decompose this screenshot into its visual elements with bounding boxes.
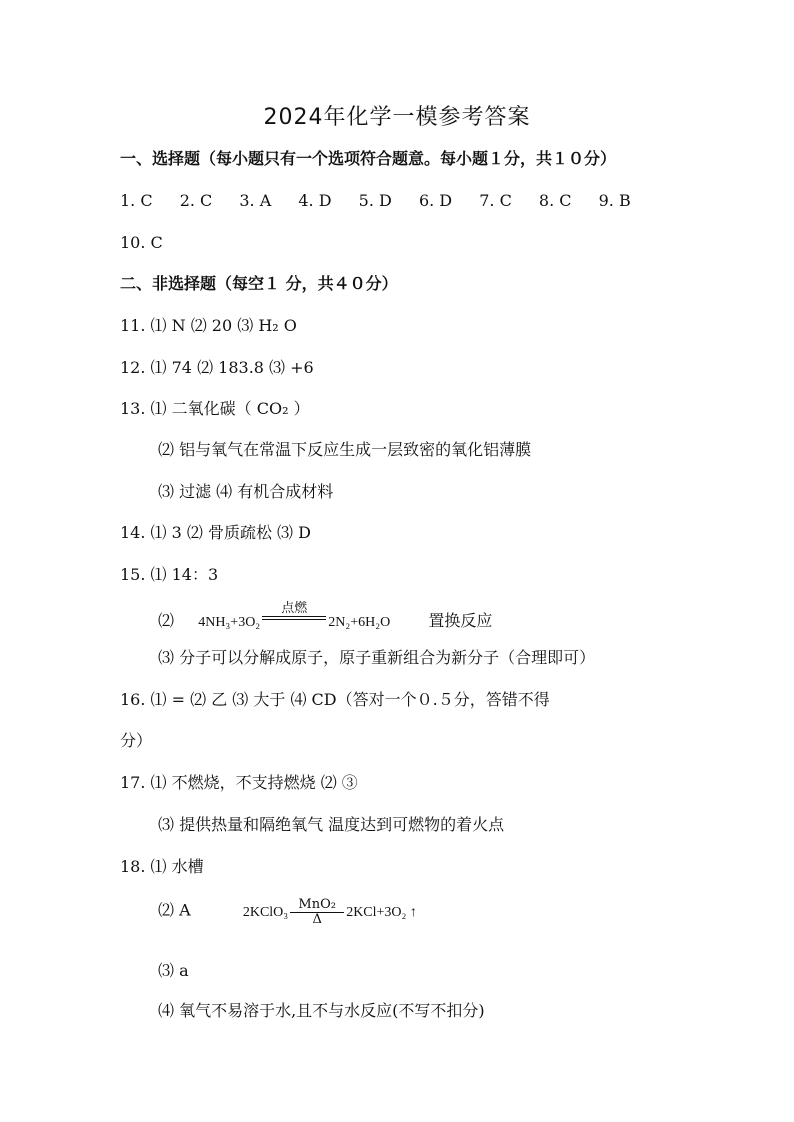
q16-answer-line2: 分） bbox=[120, 731, 153, 750]
equation-condition bbox=[262, 602, 326, 634]
q15-part3: ⑶ 分子可以分解成原子，原子重新组合为新分子（合理即可） bbox=[158, 648, 596, 667]
condition-label: 点燃 bbox=[281, 601, 308, 616]
heat-label: Δ bbox=[312, 912, 322, 927]
mc-answer-7: 7. C bbox=[479, 191, 512, 210]
ammonia-equation bbox=[198, 602, 390, 634]
equation-condition bbox=[290, 898, 344, 927]
q11-answer: 11. ⑴ N ⑵ 20 ⑶ H₂ O bbox=[120, 316, 297, 335]
q18-part2 bbox=[158, 898, 417, 927]
mc-answer-6: 6. D bbox=[418, 191, 453, 210]
catalyst-label: MnO₂ bbox=[298, 897, 336, 912]
equation-products: 2N₂+6H₂O bbox=[328, 615, 391, 630]
q12-answer: 12. ⑴ 74 ⑵ 183.8 ⑶ +6 bbox=[120, 358, 314, 377]
q15-part2 bbox=[158, 602, 492, 634]
equation-products: 2KCl+3O₂ ↑ bbox=[346, 904, 417, 920]
mc-answers-row bbox=[120, 190, 631, 212]
mc-answer-8: 8. C bbox=[538, 191, 572, 210]
equation-reactants: 2KClO₃ bbox=[242, 904, 289, 920]
mc-answer-4: 4. D bbox=[298, 191, 332, 210]
q15-part2-number: ⑵ bbox=[158, 611, 175, 630]
mc-answer-10: 10. C bbox=[120, 233, 163, 252]
q13-part2: ⑵ 铝与氧气在常温下反应生成一层致密的氧化铝薄膜 bbox=[158, 440, 532, 459]
reaction-type: 置换反应 bbox=[428, 611, 493, 630]
q16-answer-line1: 16. ⑴ = ⑵ 乙 ⑶ 大于 ⑷ CD（答对一个０.５分，答错不得 bbox=[120, 690, 550, 709]
equation-reactants: 4NH₃+3O₂ bbox=[198, 615, 261, 630]
section-2-heading: 二、非选择题（每空１ 分，共４０分） bbox=[120, 274, 398, 293]
kclo3-equation bbox=[243, 898, 417, 927]
q18-part3: ⑶ a bbox=[158, 961, 189, 980]
q15-part1: 15. ⑴ 14：3 bbox=[120, 565, 219, 584]
q18-part4: ⑷ 氧气不易溶于水,且不与水反应(不写不扣分) bbox=[158, 1001, 485, 1020]
mc-answer-9: 9. B bbox=[598, 191, 631, 210]
q13-part1: 13. ⑴ 二氧化碳（ CO₂ ） bbox=[120, 399, 310, 418]
q17-part1: 17. ⑴ 不燃烧，不支持燃烧 ⑵ ③ bbox=[120, 773, 358, 792]
q14-answer: 14. ⑴ 3 ⑵ 骨质疏松 ⑶ D bbox=[120, 523, 311, 542]
q18-part2-label: ⑵ A bbox=[158, 900, 191, 920]
mc-answer-3: 3. A bbox=[239, 191, 272, 210]
page-title: 2024年化学一模参考答案 bbox=[263, 105, 531, 130]
mc-answer-1: 1. C bbox=[120, 191, 153, 210]
q17-part2: ⑶ 提供热量和隔绝氧气 温度达到可燃物的着火点 bbox=[158, 815, 505, 834]
q18-part1: 18. ⑴ 水槽 bbox=[120, 857, 204, 876]
q13-part3: ⑶ 过滤 ⑷ 有机合成材料 bbox=[158, 482, 334, 501]
section-1-heading: 一、选择题（每小题只有一个选项符合题意。每小题１分，共１０分） bbox=[120, 149, 617, 168]
mc-answer-5: 5. D bbox=[358, 191, 392, 210]
mc-answer-2: 2. C bbox=[179, 191, 213, 210]
